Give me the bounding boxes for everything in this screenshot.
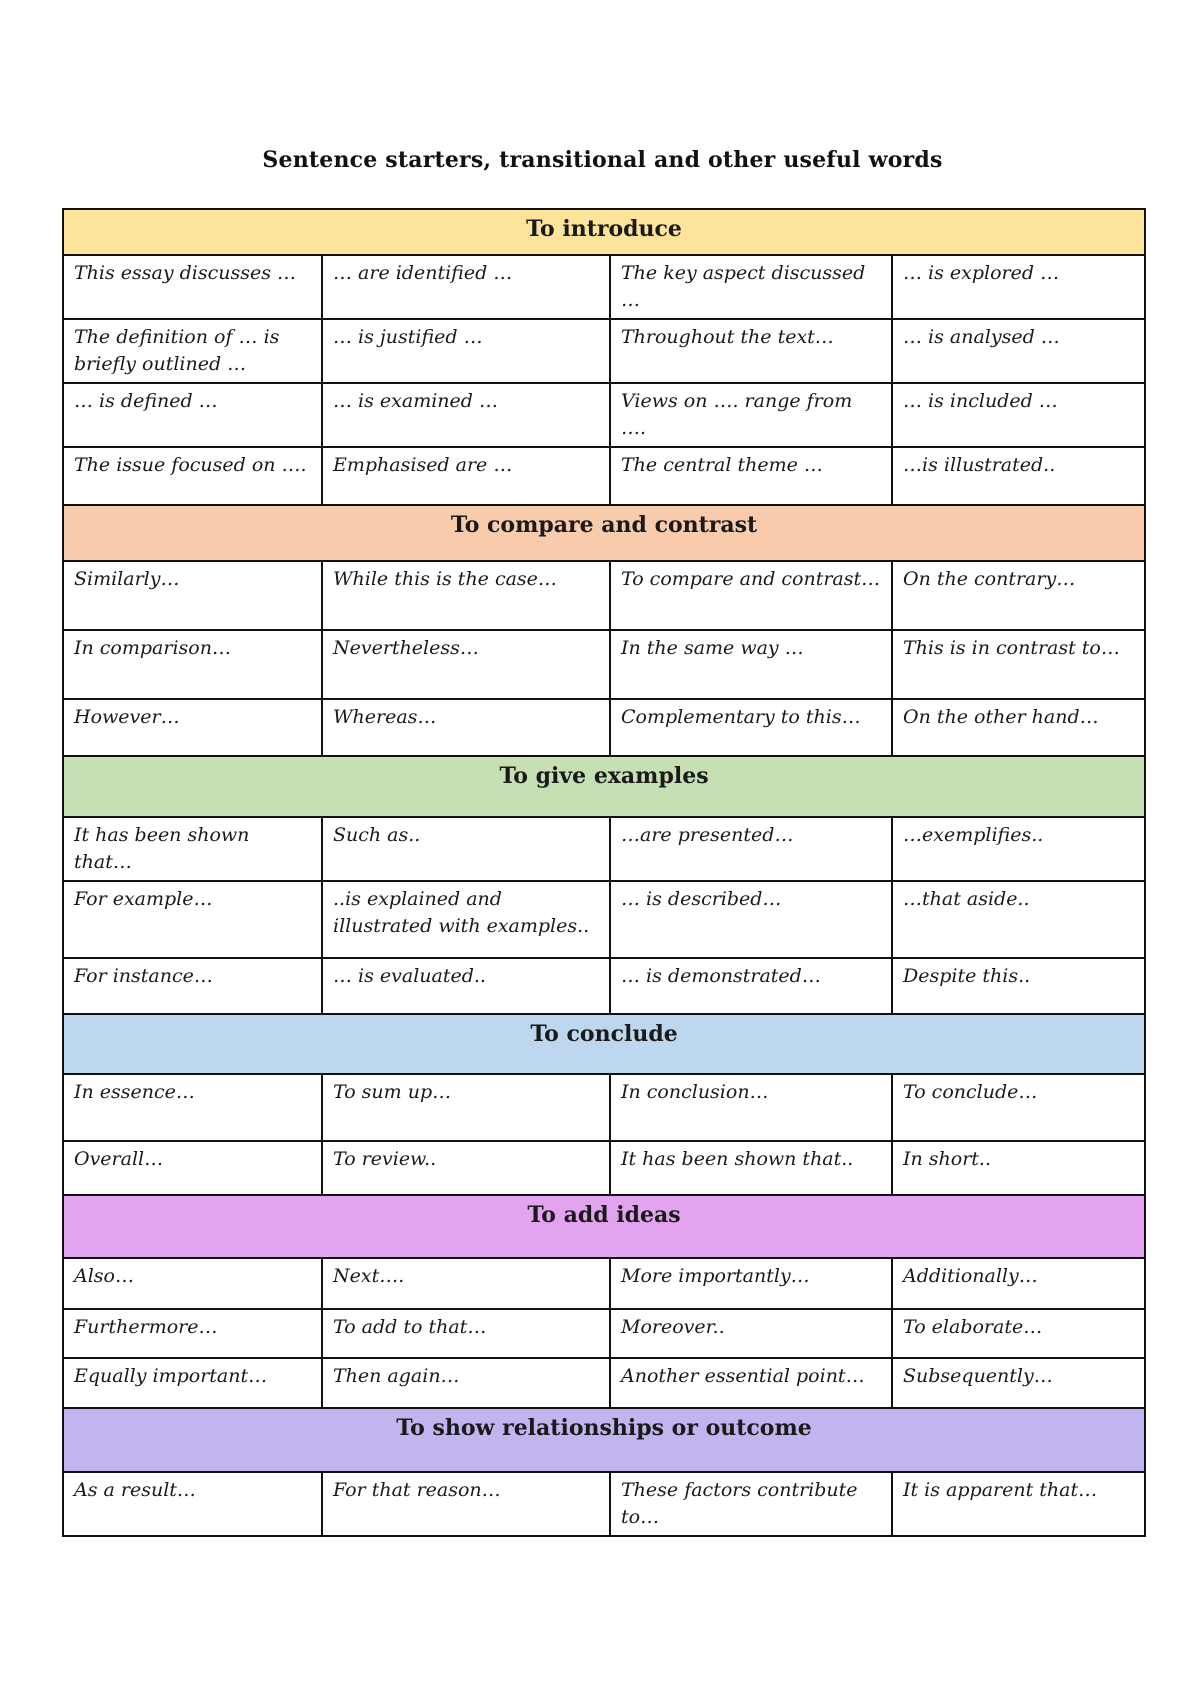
table-cell: On the contrary… <box>892 561 1145 630</box>
table-cell: Furthermore… <box>63 1309 322 1358</box>
table-cell: Similarly… <box>63 561 322 630</box>
table-cell: Overall… <box>63 1141 322 1195</box>
section-header-row <box>63 209 1145 255</box>
page-title: Sentence starters, transitional and other useful words <box>262 147 943 173</box>
table-cell: Moreover.. <box>610 1309 892 1358</box>
table-cell: … are identified … <box>322 255 610 319</box>
table-cell: … is examined … <box>322 383 610 447</box>
table-cell: … is defined … <box>63 383 322 447</box>
table-cell: For that reason… <box>322 1472 610 1536</box>
table-row <box>63 447 1145 505</box>
table-cell: The key aspect discussed … <box>610 255 892 319</box>
table-cell: Next…. <box>322 1258 610 1309</box>
table-cell: … is demonstrated… <box>610 958 892 1014</box>
table-cell: To elaborate… <box>892 1309 1145 1358</box>
table-row <box>63 561 1145 630</box>
table-cell: Despite this.. <box>892 958 1145 1014</box>
table-cell: These factors contribute to… <box>610 1472 892 1536</box>
section-heading-conclude: To conclude <box>63 1014 1145 1074</box>
table-cell: ..is explained and illustrated with examples.. <box>322 881 610 958</box>
table-cell: Views on …. range from …. <box>610 383 892 447</box>
table-cell: … is justified … <box>322 319 610 383</box>
table-row <box>63 1309 1145 1358</box>
table-cell: It is apparent that… <box>892 1472 1145 1536</box>
table-cell: For instance… <box>63 958 322 1014</box>
table-cell: …that aside.. <box>892 881 1145 958</box>
table-cell: For example… <box>63 881 322 958</box>
table-cell: To review.. <box>322 1141 610 1195</box>
table-cell: This essay discusses … <box>63 255 322 319</box>
table-cell: … is analysed … <box>892 319 1145 383</box>
table-cell: As a result… <box>63 1472 322 1536</box>
table-cell: On the other hand… <box>892 699 1145 756</box>
section-header-row <box>63 1014 1145 1074</box>
table-cell: In comparison… <box>63 630 322 699</box>
table-row <box>63 881 1145 958</box>
table-cell: While this is the case… <box>322 561 610 630</box>
table-cell: It has been shown that.. <box>610 1141 892 1195</box>
table-cell: Throughout the text… <box>610 319 892 383</box>
table-row <box>63 817 1145 881</box>
table-cell: … is evaluated.. <box>322 958 610 1014</box>
table-cell: Then again… <box>322 1358 610 1408</box>
table-row <box>63 1141 1145 1195</box>
table-cell: …are presented… <box>610 817 892 881</box>
table-cell: …exemplifies.. <box>892 817 1145 881</box>
table-cell: In conclusion… <box>610 1074 892 1141</box>
table-cell: To conclude… <box>892 1074 1145 1141</box>
table-cell: Subsequently… <box>892 1358 1145 1408</box>
section-heading-add-ideas: To add ideas <box>63 1195 1145 1258</box>
table-cell: Complementary to this… <box>610 699 892 756</box>
section-heading-relationships: To show relationships or outcome <box>63 1408 1145 1472</box>
table-row <box>63 319 1145 383</box>
table-cell: More importantly… <box>610 1258 892 1309</box>
section-heading-compare: To compare and contrast <box>63 505 1145 561</box>
table-row <box>63 1472 1145 1536</box>
table-row <box>63 255 1145 319</box>
section-heading-examples: To give examples <box>63 756 1145 817</box>
table-row <box>63 1074 1145 1141</box>
table-cell: To compare and contrast… <box>610 561 892 630</box>
table-cell: … is described… <box>610 881 892 958</box>
table-cell: To sum up… <box>322 1074 610 1141</box>
table-cell: … is included … <box>892 383 1145 447</box>
table-cell: Emphasised are … <box>322 447 610 505</box>
section-header-row <box>63 1195 1145 1258</box>
table-cell: In essence… <box>63 1074 322 1141</box>
table-row <box>63 958 1145 1014</box>
table-cell: Another essential point… <box>610 1358 892 1408</box>
table-cell: …is illustrated.. <box>892 447 1145 505</box>
table-cell: However… <box>63 699 322 756</box>
table-row <box>63 1358 1145 1408</box>
section-heading-introduce: To introduce <box>63 209 1145 255</box>
table-cell: … is explored … <box>892 255 1145 319</box>
table-cell: Such as.. <box>322 817 610 881</box>
table-cell: Also… <box>63 1258 322 1309</box>
table-cell: Whereas… <box>322 699 610 756</box>
section-header-row <box>63 756 1145 817</box>
section-header-row <box>63 1408 1145 1472</box>
table-cell: To add to that… <box>322 1309 610 1358</box>
table-cell: The central theme … <box>610 447 892 505</box>
table-row <box>63 630 1145 699</box>
table-row <box>63 383 1145 447</box>
table-cell: The issue focused on …. <box>63 447 322 505</box>
table-cell: Equally important… <box>63 1358 322 1408</box>
table-cell: Additionally… <box>892 1258 1145 1309</box>
table-cell: The definition of … is briefly outlined … <box>63 319 322 383</box>
section-header-row <box>63 505 1145 561</box>
table-row <box>63 1258 1145 1309</box>
table-cell: Nevertheless… <box>322 630 610 699</box>
sentence-starters-table <box>62 208 1146 1537</box>
table-cell: In short.. <box>892 1141 1145 1195</box>
table-cell: This is in contrast to… <box>892 630 1145 699</box>
table-row <box>63 699 1145 756</box>
table-cell: It has been shown that… <box>63 817 322 881</box>
table-cell: In the same way … <box>610 630 892 699</box>
